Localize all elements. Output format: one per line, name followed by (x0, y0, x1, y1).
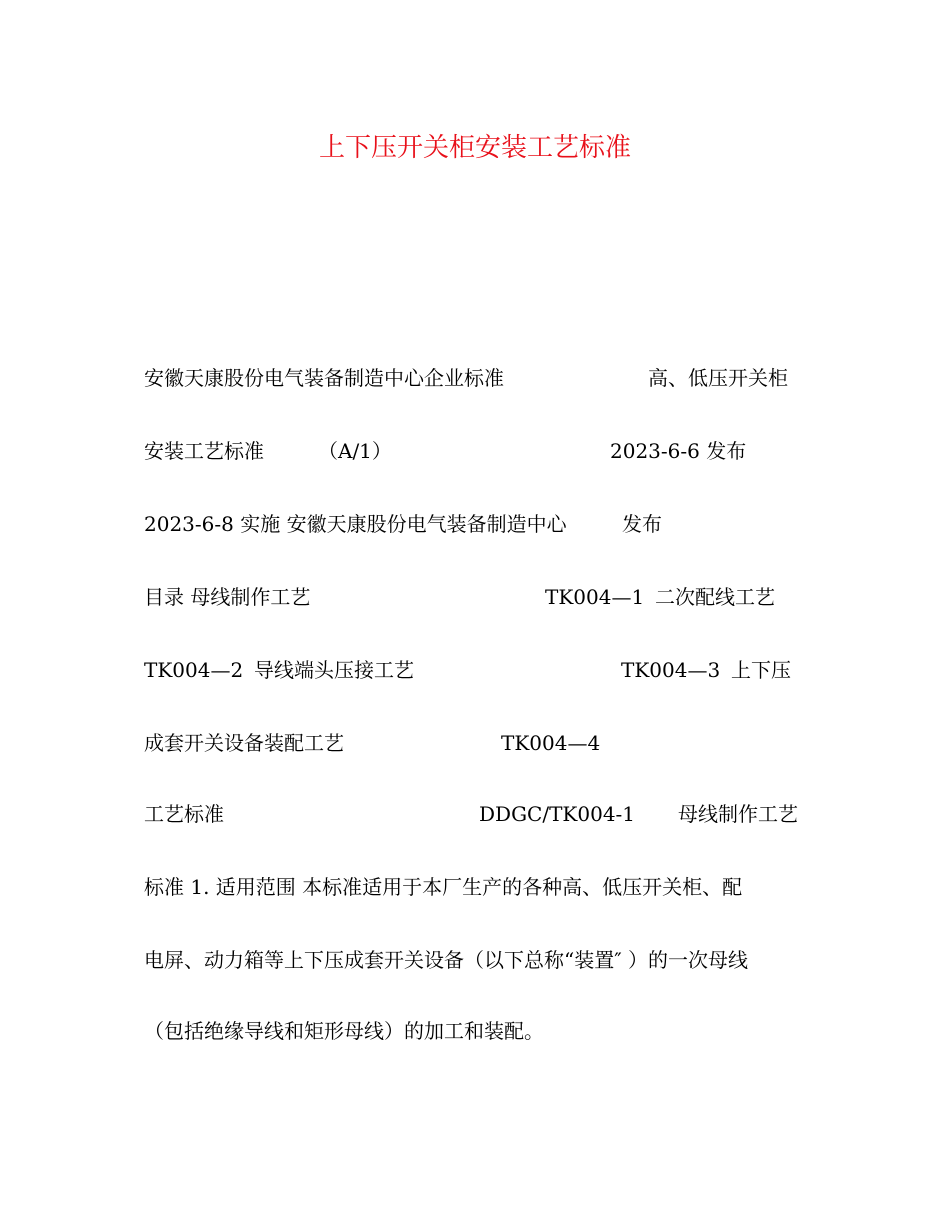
toc-code-4: TK004—4 (501, 731, 601, 755)
document-title: 上下压开关柜安装工艺标准 (318, 133, 631, 163)
issuer-publish-label: 发布 (622, 512, 662, 536)
toc-entry-crimping: 导线端头压接工艺 (254, 658, 414, 682)
section-title: 母线制作工艺 (678, 802, 798, 826)
standard-header-org: 安徽天康股份电气装备制造中心企业标准 (144, 366, 504, 390)
standard-version: （A/1） (318, 439, 392, 463)
standard-header-category: 高、低压开关柜 (648, 366, 788, 390)
toc-code-3: TK004—3 (621, 658, 721, 682)
body-line-1: 标准 1. 适用范围 本标准适用于本厂生产的各种高、低压开关柜、配 (144, 875, 743, 899)
toc-entry-assembly: 成套开关设备装配工艺 (144, 731, 344, 755)
toc-code-1: TK004—1 (545, 585, 645, 609)
toc-entry-upper-lower: 上下压 (731, 658, 791, 682)
publish-date: 2023-6-6 发布 (610, 439, 747, 463)
body-line-2: 电屏、动力箱等上下压成套开关设备（以下总称“装置″ ）的一次母线 (144, 948, 749, 972)
toc-entry-busbar: 目录 母线制作工艺 (144, 585, 311, 609)
toc-code-2: TK004—2 (144, 658, 244, 682)
implement-date-and-issuer: 2023-6-8 实施 安徽天康股份电气装备制造中心 (144, 512, 567, 536)
section-code: DDGC/TK004-1 (479, 802, 636, 826)
body-line-3: （包括绝缘导线和矩形母线）的加工和装配。 (144, 1019, 544, 1043)
standard-subtitle: 安装工艺标准 (144, 439, 264, 463)
section-label: 工艺标准 (144, 802, 224, 826)
toc-entry-secondary-wiring: 二次配线工艺 (655, 585, 775, 609)
